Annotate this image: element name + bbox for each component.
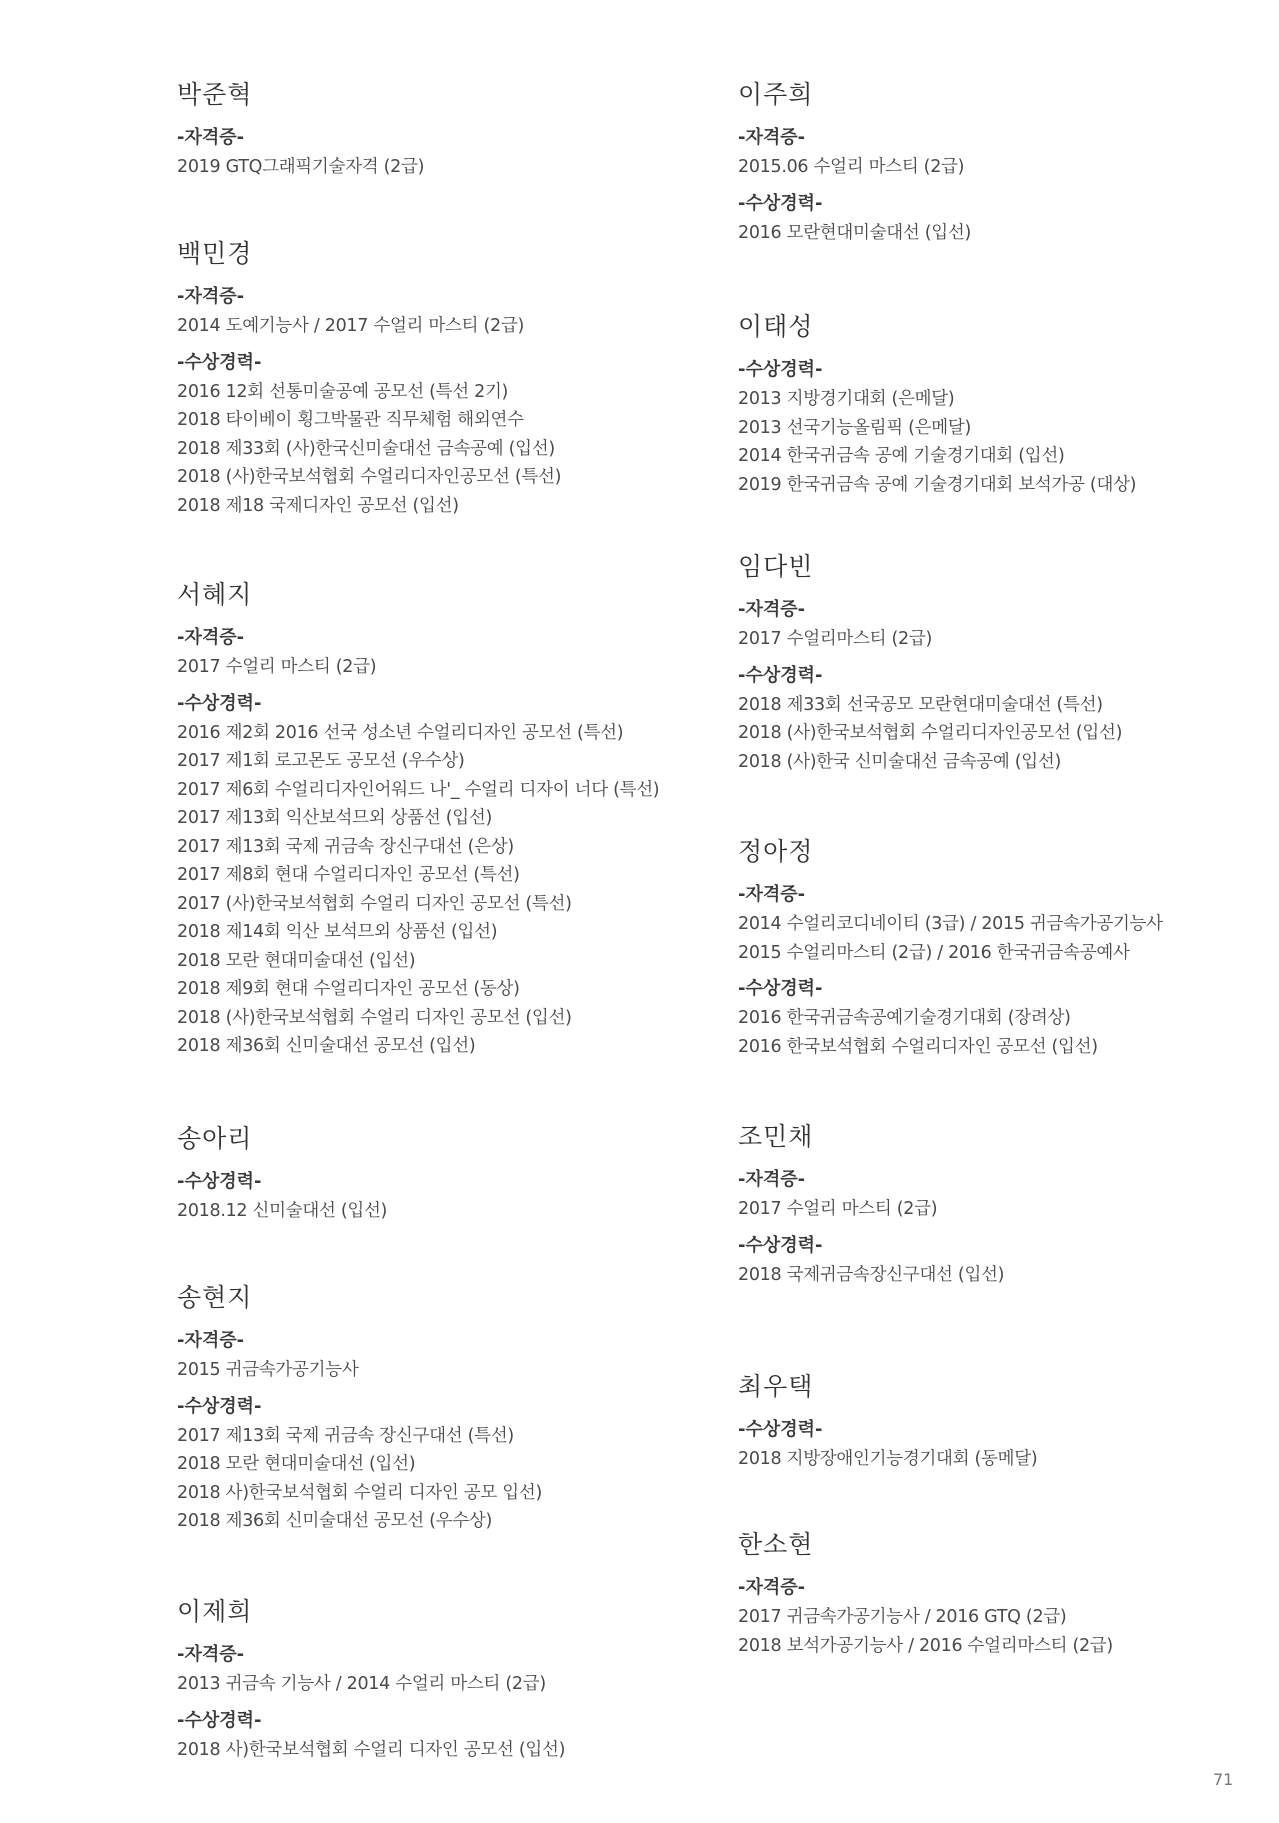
section-title: -자격증- xyxy=(177,1330,245,1351)
section-title: -수상경력- xyxy=(177,1395,262,1417)
record-line: 2018 (사)한국 신미술대선 금속공예 (입선) xyxy=(738,751,1061,772)
profile-entry xyxy=(177,78,717,192)
certification-section xyxy=(177,1643,717,1699)
profile-entry xyxy=(738,1528,1258,1670)
record-line: 2013 지방경기대회 (은메달) xyxy=(738,389,955,409)
page-number: 71 xyxy=(1213,1770,1234,1789)
awards-section xyxy=(738,358,1258,499)
awards-section xyxy=(177,351,717,521)
section-title: -자격증- xyxy=(177,627,245,648)
record-line: 2017 귀금속가공기능사 / 2016 GTQ (2급) xyxy=(738,1607,1067,1627)
section-title: -자격증- xyxy=(738,1577,806,1598)
record-line: 2017 제13회 국제 귀금속 장신구대선 (특선) xyxy=(177,1425,514,1446)
section-title: -수상경력- xyxy=(738,359,823,380)
section-title: -수상경력- xyxy=(177,1709,262,1731)
record-line: 2018 모란 현대미술대선 (입선) xyxy=(177,1454,416,1474)
profile-entry xyxy=(177,1122,717,1236)
certification-section xyxy=(177,285,717,341)
record-line: 2015.06 수얼리 마스티 (2급) xyxy=(738,157,965,177)
awards-section xyxy=(738,1418,1258,1474)
record-line: 2017 (사)한국보석협회 수얼리 디자인 공모선 (특선) xyxy=(177,893,572,914)
record-line: 2018 타이베이 횡그박물관 직무체험 해외연수 xyxy=(177,410,524,430)
person-name: 서혜지 xyxy=(177,580,253,609)
record-line: 2018 (사)한국보석협회 수얼리디자인공모선 (특선) xyxy=(177,467,562,487)
record-line: 2013 선국기능올림픽 (은메달) xyxy=(738,417,971,438)
section-title: -수상경력- xyxy=(738,664,823,686)
record-line: 2018.12 신미술대선 (입선) xyxy=(177,1201,388,1221)
section-title: -자격증- xyxy=(177,1644,245,1665)
record-line: 2016 한국보석협회 수얼리디자인 공모선 (입선) xyxy=(738,1036,1098,1057)
record-line: 2018 보석가공기능사 / 2016 수얼리마스티 (2급) xyxy=(738,1635,1113,1656)
person-name: 한소현 xyxy=(738,1530,814,1559)
certification-section xyxy=(177,126,717,182)
section-title: -자격증- xyxy=(177,127,245,148)
record-line: 2018 사)한국보석협회 수얼리 디자인 공모선 (입선) xyxy=(177,1739,566,1760)
record-line: 2014 한국귀금속 공예 기술경기대회 (입선) xyxy=(738,446,1065,466)
record-line: 2019 GTQ그래픽기술자격 (2급) xyxy=(177,157,425,177)
profile-entry xyxy=(738,1120,1258,1299)
person-name: 이태성 xyxy=(738,312,814,341)
profile-entry xyxy=(738,310,1258,509)
record-line: 2018 사)한국보석협회 수얼리 디자인 공모 입선) xyxy=(177,1482,542,1503)
profile-entry xyxy=(177,578,717,1071)
record-line: 2017 제1회 로고몬도 공모선 (우수상) xyxy=(177,751,465,771)
record-line: 2018 국제귀금속장신구대선 (입선) xyxy=(738,1264,1005,1285)
awards-section xyxy=(738,664,1258,777)
person-name: 백민경 xyxy=(177,239,253,268)
section-title: -수상경력- xyxy=(177,351,262,373)
person-name: 정아정 xyxy=(738,837,814,866)
profile-entry xyxy=(738,1370,1258,1484)
section-title: -수상경력- xyxy=(738,978,823,999)
record-line: 2018 제9회 현대 수얼리디자인 공모선 (동상) xyxy=(177,979,520,999)
record-line: 2018 제18 국제디자인 공모선 (입선) xyxy=(177,495,459,516)
record-line: 2017 제8회 현대 수얼리디자인 공모선 (특선) xyxy=(177,865,520,885)
section-title: -수상경력- xyxy=(738,1234,823,1256)
person-name: 임다빈 xyxy=(738,552,814,581)
record-line: 2014 도예기능사 / 2017 수얼리 마스티 (2급) xyxy=(177,316,524,336)
profile-entry xyxy=(177,237,717,530)
record-line: 2013 귀금속 기능사 / 2014 수얼리 마스티 (2급) xyxy=(177,1674,546,1694)
record-line: 2018 제36회 신미술대선 공모선 (입선) xyxy=(177,1036,476,1056)
person-name: 이제희 xyxy=(177,1597,253,1626)
certification-section xyxy=(177,626,717,682)
awards-section xyxy=(177,1170,717,1226)
certification-section xyxy=(738,126,1258,182)
person-name: 조민채 xyxy=(738,1122,814,1151)
record-line: 2016 제2회 2016 선국 성소년 수얼리디자인 공모선 (특선) xyxy=(177,722,624,743)
record-line: 2016 12회 선통미술공예 공모선 (특선 2기) xyxy=(177,381,509,402)
record-line: 2017 제13회 국제 귀금속 장신구대선 (은상) xyxy=(177,836,514,857)
section-title: -자격증- xyxy=(738,1169,806,1190)
record-line: 2018 모란 현대미술대선 (입선) xyxy=(177,950,416,971)
profile-entry xyxy=(177,1595,717,1774)
record-line: 2017 수얼리마스티 (2급) xyxy=(738,629,932,649)
certification-section xyxy=(177,1329,717,1385)
awards-section xyxy=(177,692,717,1061)
awards-section xyxy=(738,192,1258,248)
section-title: -수상경력- xyxy=(177,692,262,714)
profile-entry xyxy=(738,550,1258,786)
awards-section xyxy=(738,1234,1258,1290)
awards-section xyxy=(177,1709,717,1765)
record-line: 2019 한국귀금속 공예 기술경기대회 보석가공 (대상) xyxy=(738,474,1137,495)
section-title: -자격증- xyxy=(738,599,806,620)
certification-section xyxy=(738,1576,1258,1660)
record-line: 2015 수얼리마스티 (2급) / 2016 한국귀금속공예사 xyxy=(738,942,1130,963)
record-line: 2017 수얼리 마스티 (2급) xyxy=(738,1199,938,1219)
person-name: 이주희 xyxy=(738,80,814,109)
record-line: 2016 한국귀금속공예기술경기대회 (장려상) xyxy=(738,1008,1071,1028)
profile-entry xyxy=(177,1281,717,1546)
person-name: 송아리 xyxy=(177,1124,253,1153)
person-name: 최우택 xyxy=(738,1372,814,1401)
person-name: 박준혁 xyxy=(177,80,253,109)
section-title: -자격증- xyxy=(177,286,245,307)
record-line: 2018 제36회 신미술대선 공모선 (우수상) xyxy=(177,1511,492,1531)
awards-section xyxy=(738,977,1258,1061)
record-line: 2016 모란현대미술대선 (입선) xyxy=(738,222,971,243)
certification-section xyxy=(738,1168,1258,1224)
section-title: -자격증- xyxy=(738,884,806,905)
section-title: -수상경력- xyxy=(738,1419,823,1440)
record-line: 2018 (사)한국보석협회 수얼리디자인공모선 (입선) xyxy=(738,723,1123,743)
awards-section xyxy=(177,1395,717,1536)
profile-entry xyxy=(738,78,1258,257)
record-line: 2017 제6회 수얼리디자인어워드 나'_ 수얼리 디자이 너다 (특선) xyxy=(177,779,660,800)
person-name: 송현지 xyxy=(177,1283,253,1312)
record-line: 2018 지방장애인기능경기대회 (동메달) xyxy=(738,1449,1038,1469)
record-line: 2017 수얼리 마스티 (2급) xyxy=(177,657,377,677)
record-line: 2018 제14회 익산 보석므외 상품선 (입선) xyxy=(177,922,498,942)
record-line: 2015 귀금속가공기능사 xyxy=(177,1360,359,1380)
certification-section xyxy=(738,598,1258,654)
record-line: 2014 수얼리코디네이티 (3급) / 2015 귀금속가공기능사 xyxy=(738,914,1163,934)
section-title: -자격증- xyxy=(738,127,806,148)
section-title: -수상경력- xyxy=(738,192,823,214)
profile-entry xyxy=(738,835,1258,1071)
record-line: 2018 (사)한국보석협회 수얼리 디자인 공모선 (입선) xyxy=(177,1007,572,1028)
section-title: -수상경력- xyxy=(177,1171,262,1192)
certification-section xyxy=(738,883,1258,967)
record-line: 2017 제13회 익산보석므외 상품선 (입선) xyxy=(177,808,492,828)
record-line: 2018 제33회 (사)한국신미술대선 금속공예 (입선) xyxy=(177,438,555,459)
record-line: 2018 제33회 선국공모 모란현대미술대선 (특선) xyxy=(738,694,1103,715)
